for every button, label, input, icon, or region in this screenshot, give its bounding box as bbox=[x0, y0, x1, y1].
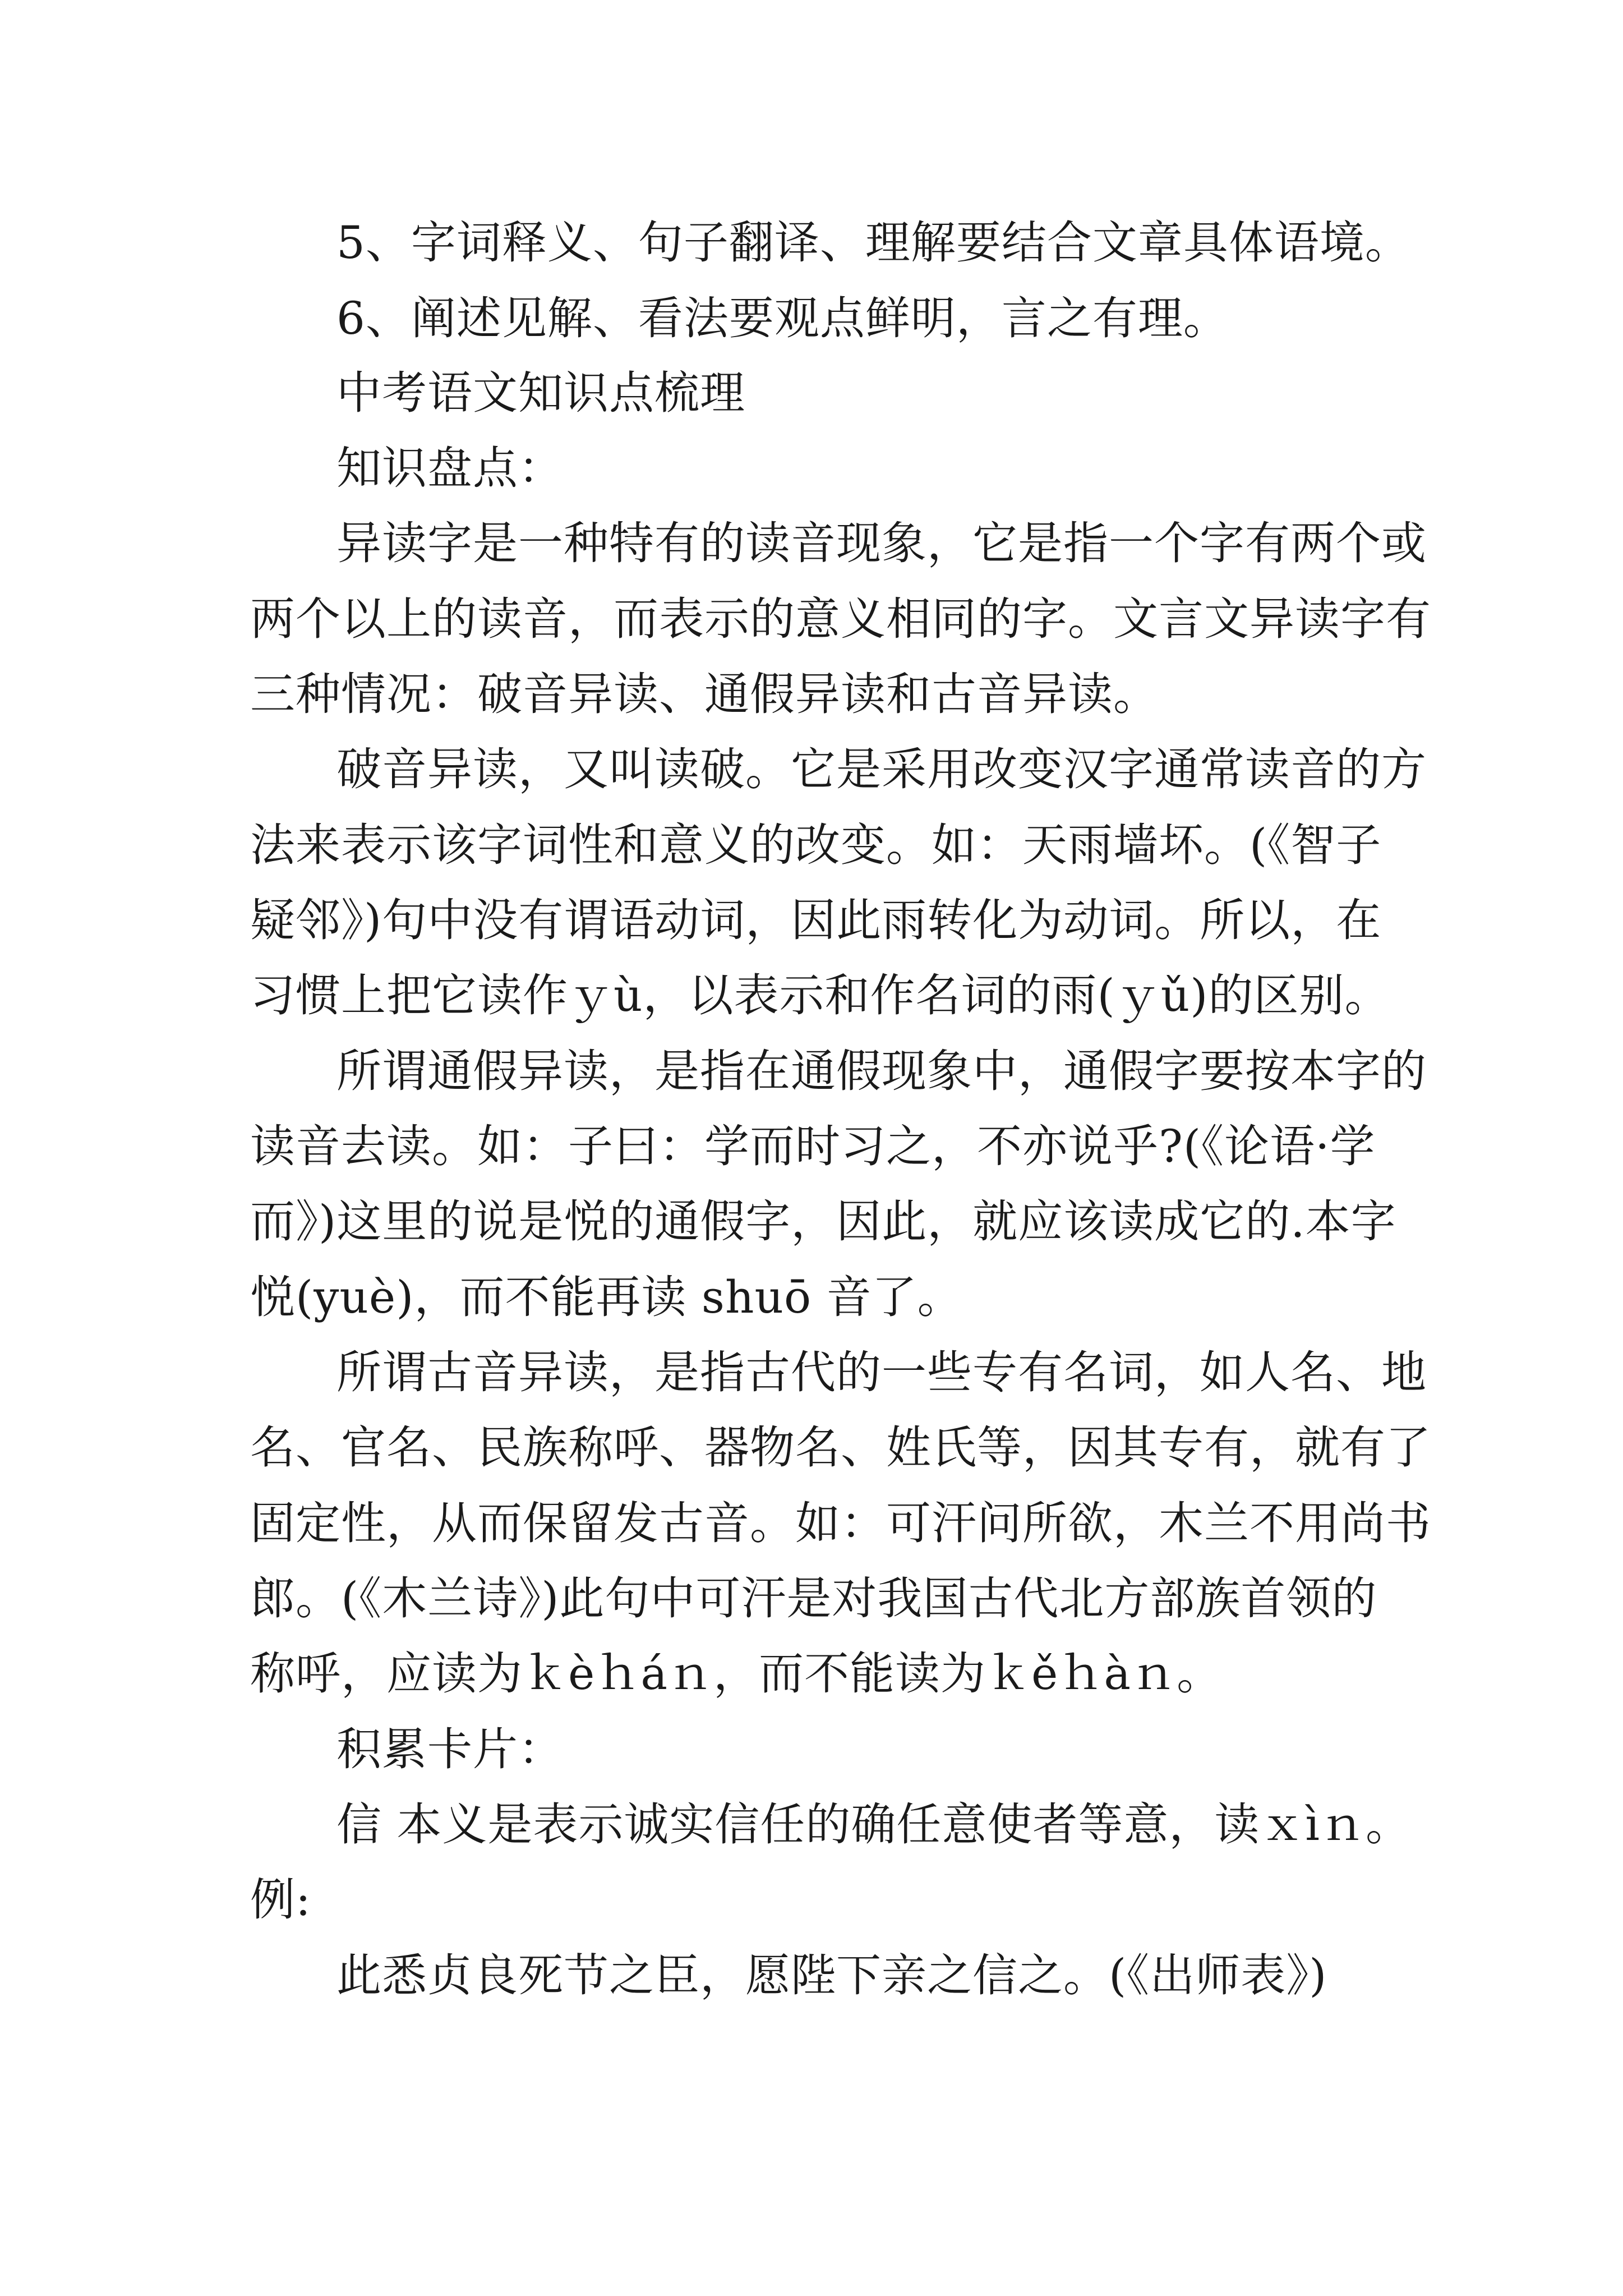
text-line: 所谓古音异读，是指古代的一些专有名词，如人名、地 bbox=[336, 1346, 1427, 1398]
text-line: 称呼，应读为ｋèｈáｎ，而不能读为ｋěｈàｎ。 bbox=[250, 1648, 1223, 1700]
text-line: 两个以上的读音，而表示的意义相同的字。文言文异读字有 bbox=[250, 593, 1431, 645]
text-line: 6、阐述见解、看法要观点鲜明，言之有理。 bbox=[336, 292, 1229, 344]
text-line: 例: bbox=[250, 1874, 311, 1926]
section-heading: 中考语文知识点梳理 bbox=[336, 367, 745, 419]
text-line: 破音异读，又叫读破。它是采用改变汉字通常读音的方 bbox=[336, 743, 1427, 795]
subsection-heading: 积累卡片： bbox=[336, 1723, 564, 1775]
text-line: 疑邻》)句中没有谓语动词，因此雨转化为动词。所以，在 bbox=[250, 894, 1382, 946]
text-line: 三种情况：破音异读、通假异读和古音异读。 bbox=[250, 668, 1159, 720]
text-line: 固定性，从而保留发古音。如：可汗问所欲，木兰不用尚书 bbox=[250, 1497, 1431, 1549]
text-line: 法来表示该字词性和意义的改变。如：天雨墙坏。(《智子 bbox=[250, 819, 1382, 871]
text-line: 而》)这里的说是悦的通假字，因此，就应该读成它的.本字 bbox=[250, 1195, 1396, 1248]
text-line: 5、字词释义、句子翻译、理解要结合文章具体语境。 bbox=[336, 217, 1410, 269]
text-line: 所谓通假异读，是指在通假现象中，通假字要按本字的 bbox=[336, 1045, 1427, 1097]
text-line: 悦(yuè)，而不能再读 shuō 音了。 bbox=[250, 1271, 963, 1323]
text-line: 名、官名、民族称呼、器物名、姓氏等，因其专有，就有了 bbox=[250, 1421, 1431, 1474]
subsection-heading: 知识盘点： bbox=[336, 442, 564, 494]
text-line: 异读字是一种特有的读音现象，它是指一个字有两个或 bbox=[336, 517, 1427, 569]
text-line: 读音去读。如：子曰：学而时习之，不亦说乎?(《论语·学 bbox=[250, 1120, 1376, 1172]
text-line: 习惯上把它读作ｙù，以表示和作名词的雨(ｙǔ)的区别。 bbox=[250, 969, 1390, 1022]
text-line: 郎。(《木兰诗》)此句中可汗是对我国古代北方部族首领的 bbox=[250, 1572, 1377, 1625]
text-line: 信 本义是表示诚实信任的确任意使者等意，读ｘìｎ。 bbox=[336, 1798, 1412, 1851]
text-line: 此悉贞良死节之臣，愿陛下亲之信之。(《出师表》) bbox=[336, 1949, 1327, 2001]
